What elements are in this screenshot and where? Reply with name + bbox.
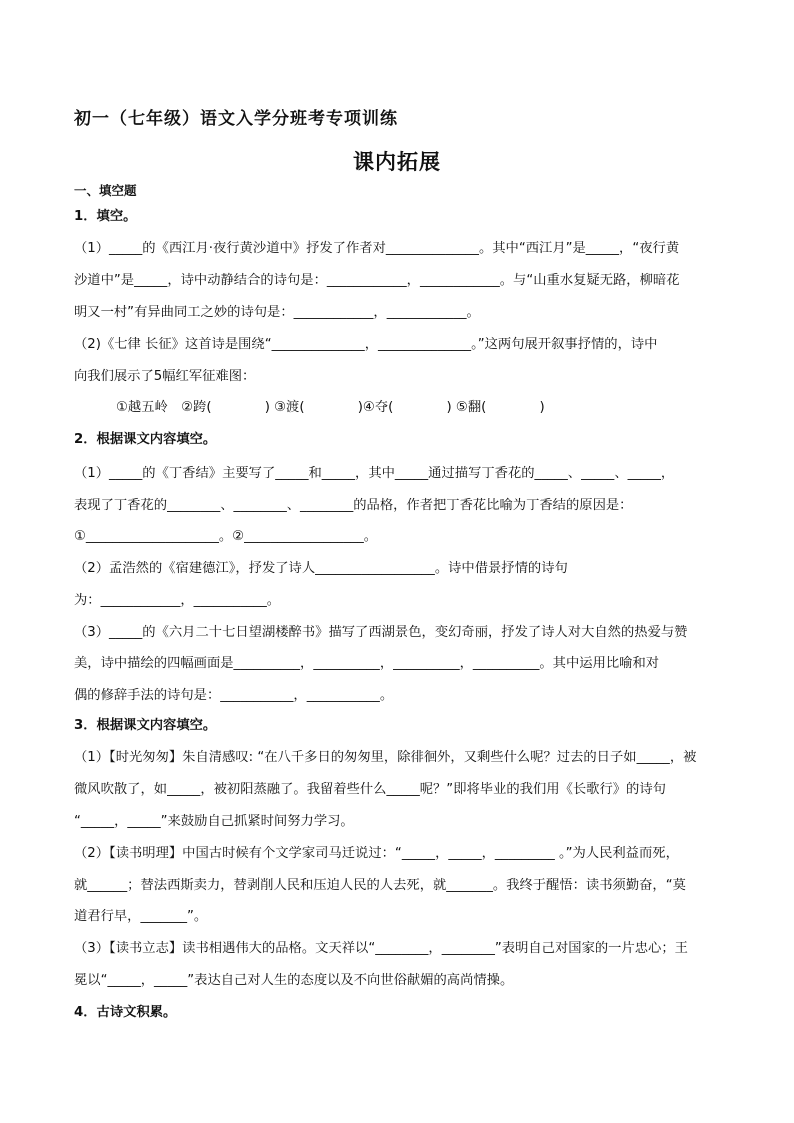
question-line: 就______；替法西斯卖力，替剥削人民和压迫人民的人去死，就_______。我终于醒悟：读书须勤奋，“莫 bbox=[74, 878, 686, 893]
question-line: （2)《七律 长征》这首诗是围绕“______________，______________。”这两句展开叙事抒情的，诗中 bbox=[74, 337, 658, 352]
question-line: （1）【时光匆匆】朱自清感叹: “在八千多日的匆匆里，除徘徊外，又剩些什么呢？过去的日子如_____，被 bbox=[74, 750, 697, 765]
question-line: 美，诗中描绘的四幅画面是__________，__________，__________，__________。其中运用比喻和对 bbox=[74, 656, 660, 671]
question-line: 明又一村”有异曲同工之妙的诗句是：____________，____________。 bbox=[74, 305, 480, 320]
question-line: 表现了丁香花的________、________、________的品格，作者把丁香花比喻为丁香结的原因是： bbox=[74, 498, 633, 513]
question-line: 道君行早，_______”。 bbox=[74, 909, 208, 924]
question-line: “_____，_____”来鼓励自己抓紧时间努力学习。 bbox=[74, 814, 354, 829]
page-title: 课内拓展 bbox=[353, 150, 441, 174]
question-line: ①越五岭 ②跨( ) ③渡( )④夺( ) ⑤翻( ) bbox=[116, 400, 545, 415]
question-2-heading: 2．根据课文内容填空。 bbox=[74, 432, 217, 447]
question-line: 向我们展示了5幅红军征难图： bbox=[74, 369, 256, 384]
question-line: （1）_____的《丁香结》主要写了_____和_____，其中_____通过描写丁香花的_____、_____、_____， bbox=[74, 466, 675, 481]
question-4-heading: 4．古诗文积累。 bbox=[74, 1005, 177, 1020]
worksheet-header: 初一（七年级）语文入学分班考专项训练 bbox=[74, 109, 398, 129]
question-line: 偶的修辞手法的诗句是：___________，___________。 bbox=[74, 688, 394, 703]
question-line: 冕以“_____，_____”表达自己对人生的态度以及不向世俗献媚的高尚情操。 bbox=[74, 973, 514, 988]
question-line: （2）孟浩然的《宿建德江》，抒发了诗人__________________。诗中借景抒情的诗句 bbox=[74, 561, 568, 576]
question-line: 沙道中”是_____，诗中动静结合的诗句是：____________，____________。与“山重水复疑无路，柳暗花 bbox=[74, 273, 680, 288]
question-line: ①____________________。②__________________。 bbox=[74, 529, 378, 544]
question-line: （1）_____的《西江月·夜行黄沙道中》抒发了作者对______________。其中“西江月”是_____，“夜行黄 bbox=[74, 241, 680, 256]
question-1-heading: 1．填空。 bbox=[74, 209, 137, 224]
question-line: （2）【读书明理】中国古时候有个文学家司马迁说过：“_____，_____，_________ 。”为人民利益而死， bbox=[74, 846, 679, 861]
question-line: （3）【读书立志】读书相遇伟大的品格。文天祥以“________，________”表明自己对国家的一片忠心；王 bbox=[74, 941, 688, 956]
section-heading: 一、填空题 bbox=[74, 183, 137, 198]
question-3-heading: 3．根据课文内容填空。 bbox=[74, 718, 217, 733]
question-line: （3）_____的《六月二十七日望湖楼醉书》描写了西湖景色，变幻奇丽，抒发了诗人对大自然的热爱与赞 bbox=[74, 625, 688, 640]
question-line: 微风吹散了，如_____，被初阳蒸融了。我留着些什么_____呢？”即将毕业的我们用《长歌行》的诗句 bbox=[74, 782, 666, 797]
question-line: 为：____________，___________。 bbox=[74, 593, 281, 608]
